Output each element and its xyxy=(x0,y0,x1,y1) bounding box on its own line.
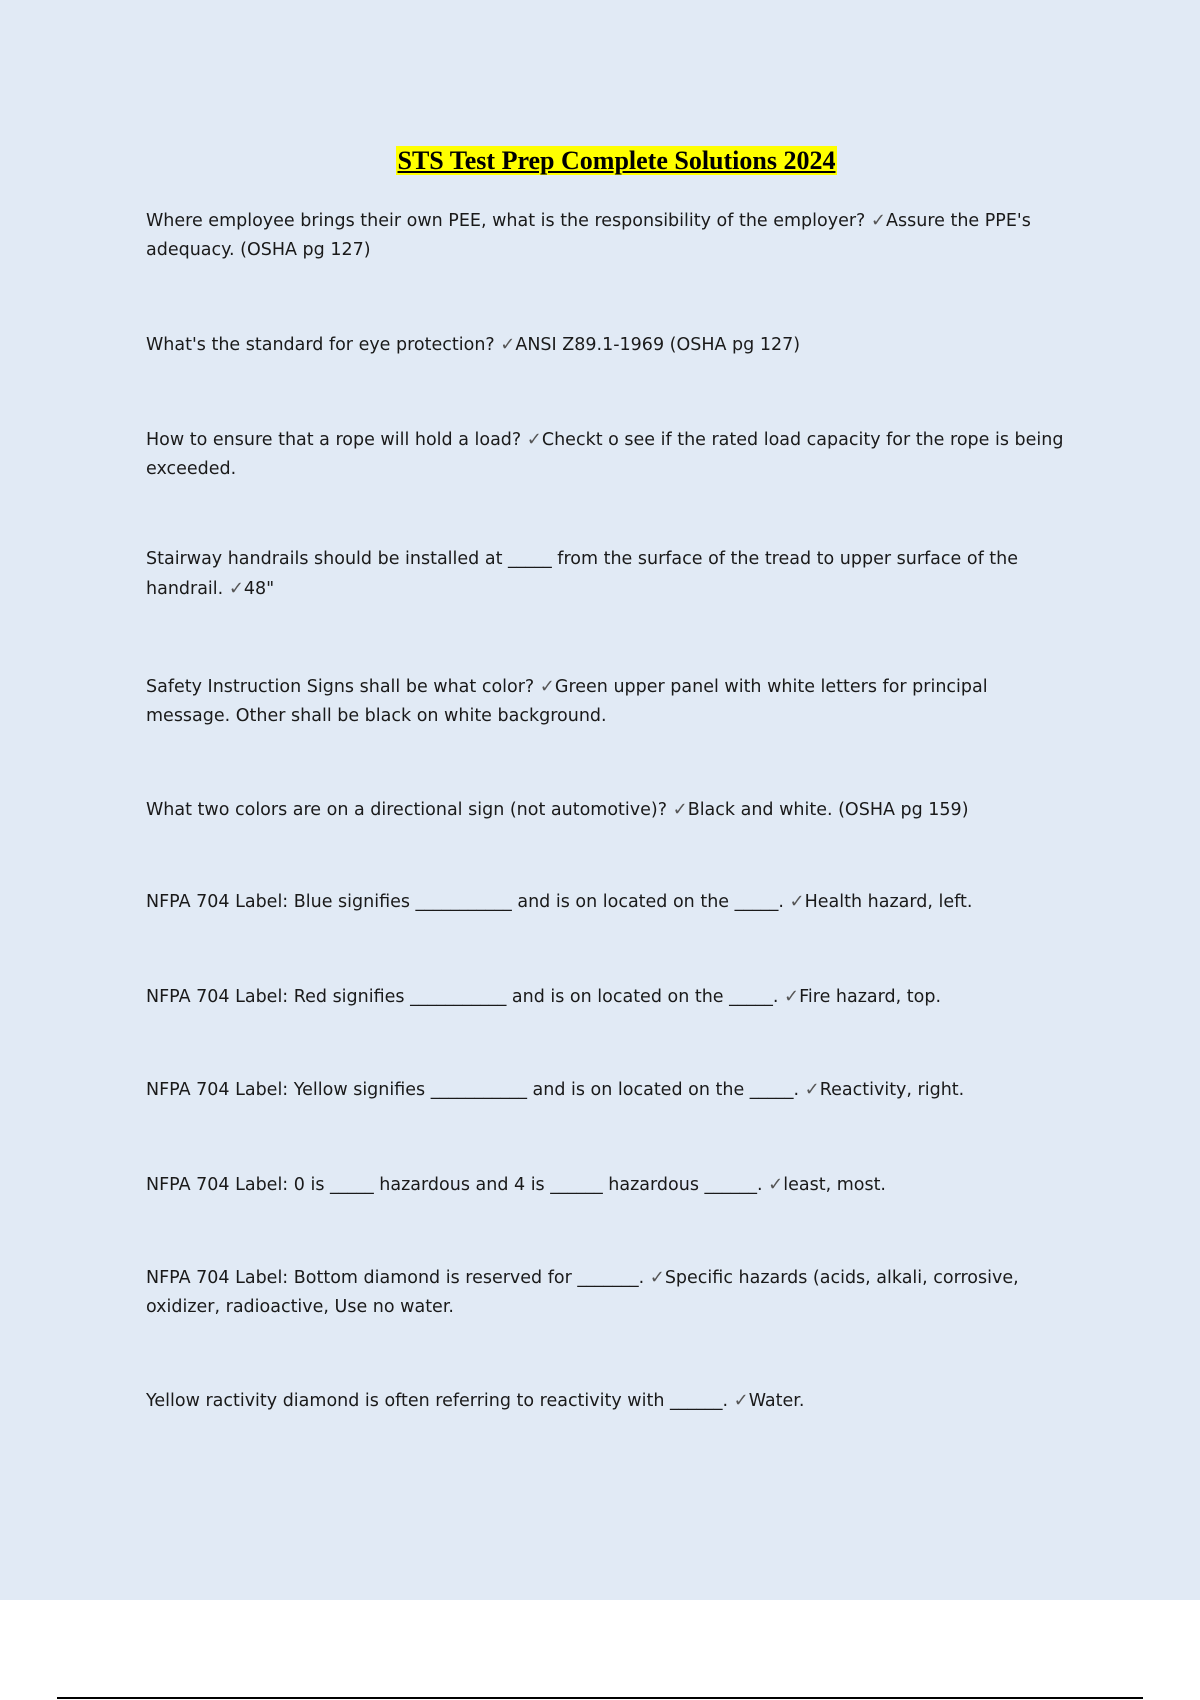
qa-item xyxy=(146,1263,1076,1322)
qa-item xyxy=(146,1075,1076,1105)
answer-text: Fire hazard, top. xyxy=(799,987,942,1007)
check-mark-icon: ✓ xyxy=(768,1174,784,1195)
check-mark-icon: ✓ xyxy=(672,799,688,820)
check-mark-icon: ✓ xyxy=(784,986,800,1007)
qa-item xyxy=(146,545,1076,604)
check-mark-icon: ✓ xyxy=(733,1390,749,1411)
answer-text: Water. xyxy=(748,1391,805,1411)
check-mark-icon: ✓ xyxy=(649,1267,665,1288)
question-text: Yellow ractivity diamond is often referring to reactivity with ______. xyxy=(146,1391,729,1411)
check-mark-icon: ✓ xyxy=(500,334,516,355)
question-text: Stairway handrails should be installed at _____ from the surface of the tread to upper surface of the handrail. xyxy=(146,549,1019,599)
qa-item xyxy=(146,1386,1076,1416)
footer-divider xyxy=(57,1697,1143,1699)
question-text: What two colors are on a directional sign (not automotive)? xyxy=(146,800,668,820)
qa-item xyxy=(146,672,1076,731)
qa-item xyxy=(146,425,1076,484)
qa-item xyxy=(146,795,1076,825)
qa-item xyxy=(146,982,1076,1012)
question-text: NFPA 704 Label: Bottom diamond is reserved for _______. xyxy=(146,1268,645,1288)
answer-text: Checkt o see if the rated load capacity for the rope is being exceeded. xyxy=(146,430,1064,479)
answer-text: Specific hazards (acids, alkali, corrosive, oxidizer, radioactive, Use no water. xyxy=(146,1268,1019,1317)
answer-text: Green upper panel with white letters for principal message. Other shall be black on white background. xyxy=(146,677,988,726)
check-mark-icon: ✓ xyxy=(228,578,244,599)
check-mark-icon: ✓ xyxy=(789,891,805,912)
qa-item xyxy=(146,1170,1076,1200)
qa-item xyxy=(146,330,1076,360)
check-mark-icon: ✓ xyxy=(526,429,542,450)
answer-text: ANSI Z89.1-1969 (OSHA pg 127) xyxy=(515,335,801,355)
question-text: NFPA 704 Label: Blue signifies ___________ and is on located on the _____. xyxy=(146,892,784,912)
question-text: NFPA 704 Label: Red signifies ___________ and is on located on the _____. xyxy=(146,987,779,1007)
qa-item xyxy=(146,887,1076,917)
question-text: NFPA 704 Label: 0 is _____ hazardous and 4 is ______ hazardous ______. xyxy=(146,1175,763,1195)
check-mark-icon: ✓ xyxy=(870,210,887,231)
qa-item xyxy=(146,206,1076,265)
document-title xyxy=(0,145,1200,177)
check-mark-icon: ✓ xyxy=(804,1079,820,1100)
answer-text: Assure the PPE's adequacy. (OSHA pg 127) xyxy=(146,211,1031,260)
question-text: How to ensure that a rope will hold a load? xyxy=(146,430,522,450)
question-text: Where employee brings their own PEE, what is the responsibility of the employer? xyxy=(146,211,866,231)
answer-text: Reactivity, right. xyxy=(819,1080,965,1100)
question-text: What's the standard for eye protection? xyxy=(146,335,495,355)
question-text: NFPA 704 Label: Yellow signifies ___________ and is on located on the _____. xyxy=(146,1080,800,1100)
answer-text: Health hazard, left. xyxy=(804,892,973,912)
check-mark-icon: ✓ xyxy=(539,676,555,697)
question-text: Safety Instruction Signs shall be what color? xyxy=(146,677,535,697)
document-title-text: STS Test Prep Complete Solutions 2024 xyxy=(397,146,836,175)
answer-text: least, most. xyxy=(783,1175,886,1195)
answer-text: Black and white. (OSHA pg 159) xyxy=(687,800,969,820)
answer-text: 48" xyxy=(243,579,275,599)
